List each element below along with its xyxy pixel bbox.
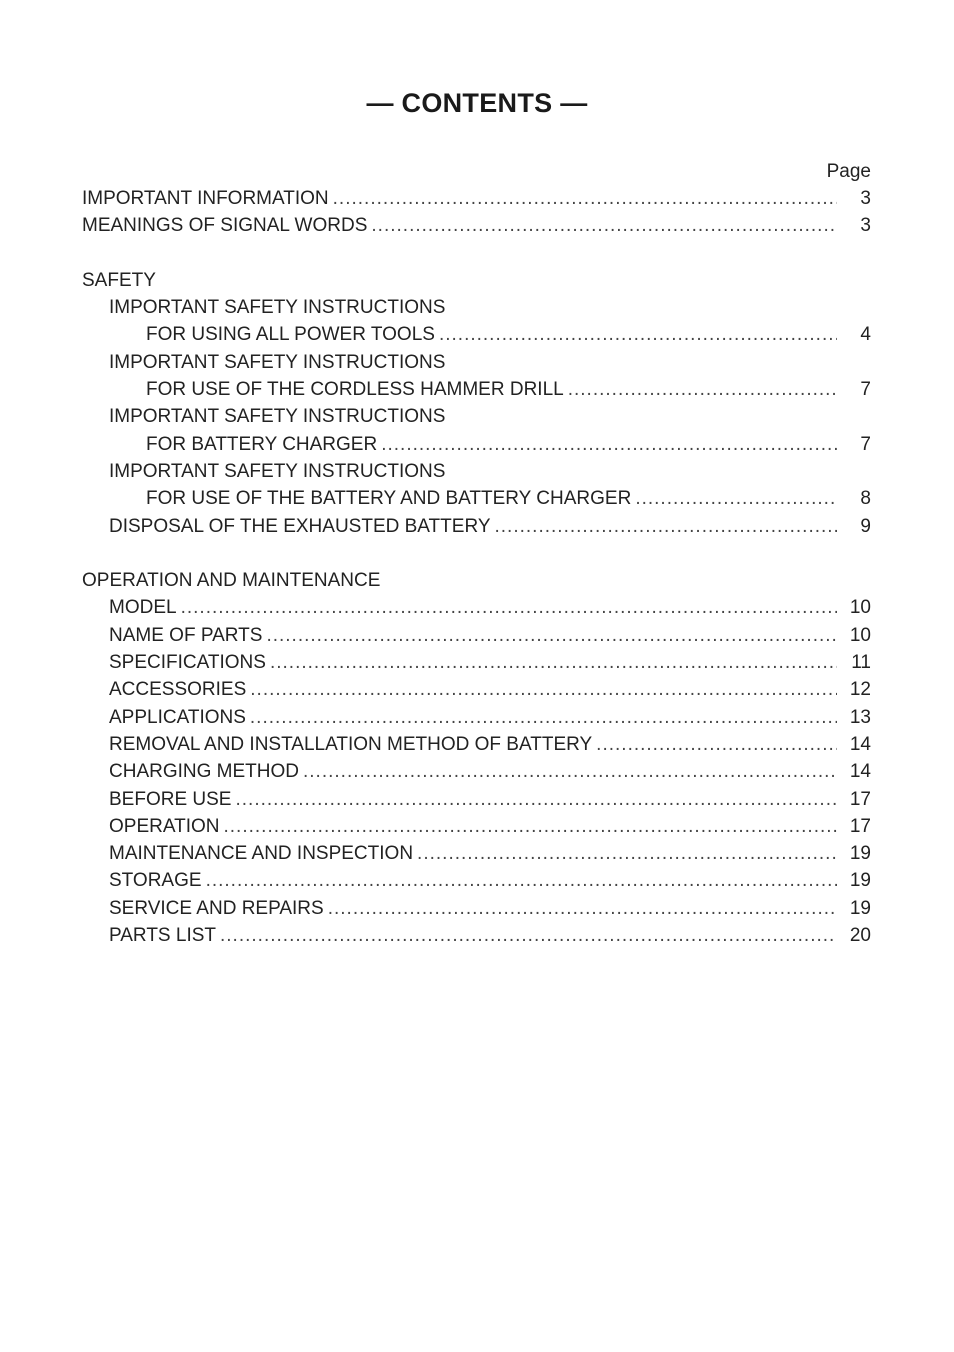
toc-entry-applications[interactable]: [82, 704, 871, 731]
toc-entry-specifications[interactable]: [82, 649, 871, 676]
toc-entry-parts-list[interactable]: [82, 922, 871, 949]
dot-leader: [250, 676, 837, 703]
toc-entry-label: OPERATION: [109, 815, 220, 837]
toc-entry-meanings-of-signal-words[interactable]: [82, 212, 871, 239]
toc-entry-cordless-hammer-drill[interactable]: [82, 376, 871, 403]
dot-leader: [333, 185, 837, 212]
toc-entry-page: 17: [849, 788, 871, 810]
toc-entry-label: MODEL: [109, 597, 177, 619]
dot-leader: [303, 758, 837, 785]
toc-entry-page: 7: [860, 433, 871, 455]
subsection-heading: IMPORTANT SAFETY INSTRUCTIONS: [109, 460, 446, 482]
toc-entry-storage[interactable]: [82, 867, 871, 894]
toc-entry-label: FOR USING ALL POWER TOOLS: [146, 324, 435, 346]
dot-leader: [495, 513, 838, 540]
toc-entry-label: CHARGING METHOD: [109, 761, 299, 783]
page-column-header: Page: [826, 161, 871, 182]
table-of-contents: [82, 158, 871, 949]
toc-entry-label: IMPORTANT INFORMATION: [82, 188, 329, 209]
toc-entry-label: NAME OF PARTS: [109, 624, 263, 646]
dot-leader: [417, 840, 837, 867]
toc-entry-label: APPLICATIONS: [109, 706, 246, 728]
toc-entry-accessories[interactable]: [82, 676, 871, 703]
dot-leader: [181, 594, 837, 621]
toc-entry-label: BEFORE USE: [109, 788, 232, 810]
subsection-heading: IMPORTANT SAFETY INSTRUCTIONS: [109, 351, 446, 373]
subsection-heading: IMPORTANT SAFETY INSTRUCTIONS: [109, 406, 446, 428]
toc-entry-page: 4: [860, 324, 871, 346]
page-title: — CONTENTS —: [366, 88, 588, 118]
toc-entry-page: 20: [849, 925, 871, 947]
toc-entry-page: 13: [849, 706, 871, 728]
toc-entry-label: FOR BATTERY CHARGER: [146, 433, 378, 455]
toc-entry-page: 3: [860, 188, 871, 209]
toc-entry-label: DISPOSAL OF THE EXHAUSTED BATTERY: [109, 515, 491, 537]
toc-entry-page: 10: [849, 597, 871, 619]
toc-entry-label: SPECIFICATIONS: [109, 652, 266, 674]
dot-leader: [266, 622, 837, 649]
toc-entry-page: 19: [849, 897, 871, 919]
dot-leader: [381, 431, 837, 458]
toc-entry-label: MAINTENANCE AND INSPECTION: [109, 843, 414, 865]
toc-entry-disposal[interactable]: [82, 513, 871, 540]
dot-leader: [596, 731, 837, 758]
toc-entry-removal-installation[interactable]: [82, 731, 871, 758]
dot-leader: [206, 867, 837, 894]
toc-entry-important-information[interactable]: [82, 185, 871, 212]
toc-entry-name-of-parts[interactable]: [82, 622, 871, 649]
toc-entry-charging-method[interactable]: [82, 758, 871, 785]
toc-entry-label: REMOVAL AND INSTALLATION METHOD OF BATTERY: [109, 733, 593, 755]
dot-leader: [270, 649, 837, 676]
toc-entry-battery-and-charger[interactable]: [82, 485, 871, 512]
toc-entry-page: 11: [851, 652, 871, 674]
toc-entry-page: 17: [849, 815, 871, 837]
dot-leader: [220, 922, 837, 949]
toc-entry-page: 7: [860, 379, 871, 401]
spacer: [82, 240, 871, 267]
toc-entry-maintenance-inspection[interactable]: [82, 840, 871, 867]
toc-entry-page: 9: [860, 515, 871, 537]
section-heading-operation: OPERATION AND MAINTENANCE: [82, 570, 381, 592]
section-heading-safety: SAFETY: [82, 269, 156, 291]
toc-entry-before-use[interactable]: [82, 786, 871, 813]
toc-entry-label: STORAGE: [109, 870, 202, 892]
toc-entry-page: 8: [860, 488, 871, 510]
toc-entry-battery-charger[interactable]: [82, 431, 871, 458]
dot-leader: [635, 485, 837, 512]
toc-entry-label: ACCESSORIES: [109, 679, 247, 701]
toc-entry-label: FOR USE OF THE CORDLESS HAMMER DRILL: [146, 379, 564, 401]
toc-entry-label: PARTS LIST: [109, 925, 216, 947]
toc-entry-page: 10: [849, 624, 871, 646]
dot-leader: [224, 813, 838, 840]
dot-leader: [328, 895, 837, 922]
toc-entry-operation[interactable]: [82, 813, 871, 840]
toc-entry-model[interactable]: [82, 594, 871, 621]
dot-leader: [250, 704, 837, 731]
toc-entry-label: MEANINGS OF SIGNAL WORDS: [82, 215, 368, 237]
toc-entry-all-power-tools[interactable]: [82, 321, 871, 348]
toc-entry-service-repairs[interactable]: [82, 895, 871, 922]
toc-entry-page: 3: [860, 215, 871, 237]
dot-leader: [568, 376, 837, 403]
toc-entry-page: 14: [849, 733, 871, 755]
subsection-heading: IMPORTANT SAFETY INSTRUCTIONS: [109, 297, 446, 319]
dot-leader: [235, 786, 837, 813]
toc-entry-label: FOR USE OF THE BATTERY AND BATTERY CHARGER: [146, 488, 632, 510]
dot-leader: [439, 321, 837, 348]
toc-entry-label: SERVICE AND REPAIRS: [109, 897, 324, 919]
spacer: [82, 540, 871, 567]
toc-entry-page: 19: [849, 870, 871, 892]
toc-entry-page: 14: [849, 761, 871, 783]
dot-leader: [371, 212, 837, 239]
toc-entry-page: 12: [849, 679, 871, 701]
toc-entry-page: 19: [849, 843, 871, 865]
